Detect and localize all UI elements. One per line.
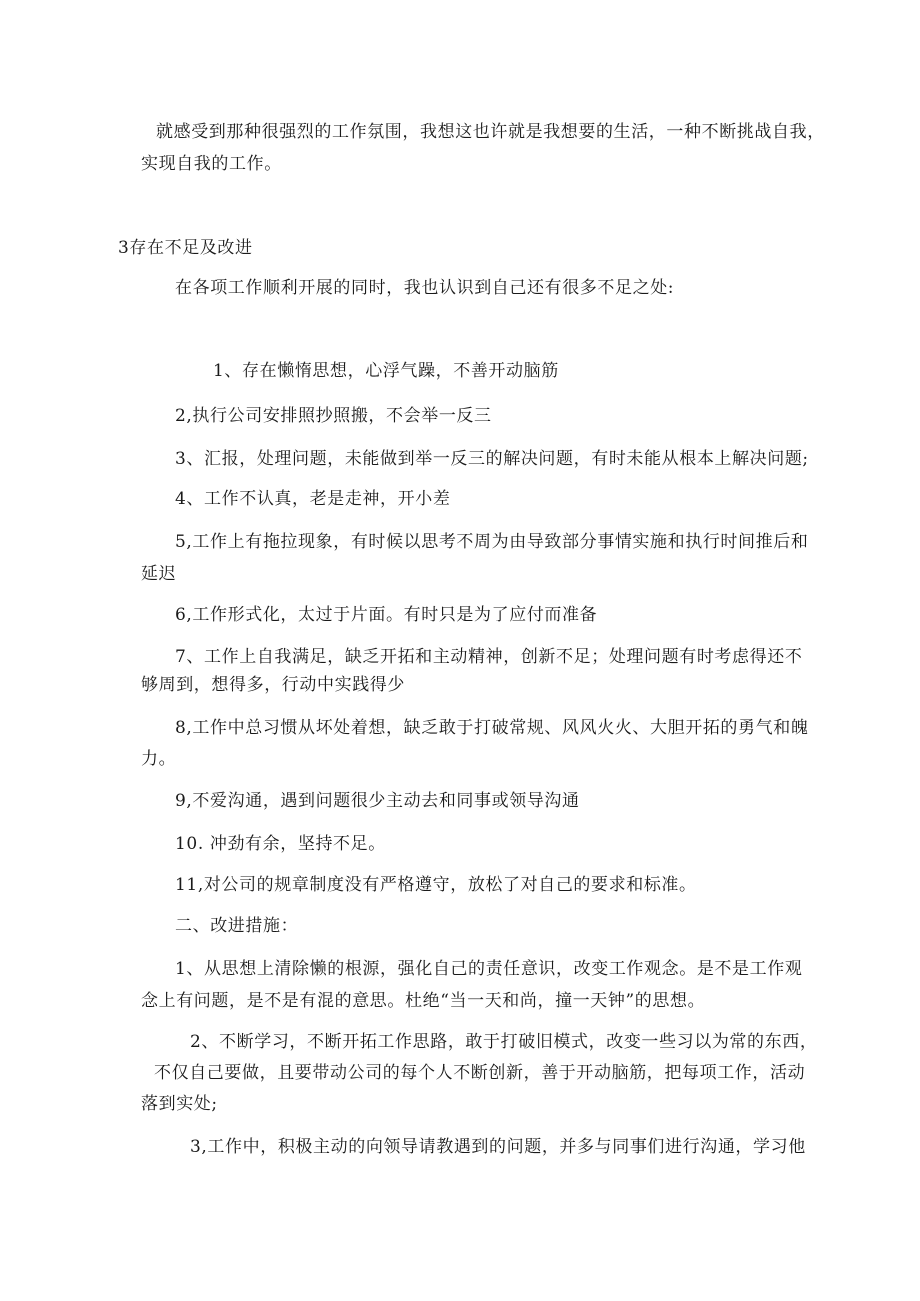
shortcoming-item-6: 6,工作形式化，太过于片面。有时只是为了应付而准备 [175, 605, 598, 625]
intro-line-2: 实现自我的工作。 [141, 154, 282, 174]
shortcoming-item-5: 5,工作上有拖拉现象，有时候以思考不周为由导致部分事情实施和执行时间推后和 [175, 532, 809, 552]
shortcoming-item-4: 4、工作不认真，老是走神，开小差 [175, 489, 451, 509]
shortcoming-item-10: 10. 冲劲有余，坚持不足。 [175, 834, 386, 854]
improvement-item-1-cont: 念上有问题，是不是有混的意思。杜绝“当一天和尚，撞一天钟”的思想。 [141, 991, 706, 1011]
shortcoming-item-1: 1、存在懒惰思想，心浮气躁，不善开动脑筋 [213, 361, 559, 381]
section-lead: 在各项工作顺利开展的同时，我也认识到自己还有很多不足之处: [175, 278, 675, 298]
shortcoming-item-7: 7、工作上自我满足，缺乏开拓和主动精神，创新不足；处理问题有时考虑得还不 [175, 647, 803, 667]
improvement-item-1: 1、从思想上清除懒的根源，强化自己的责任意识，改变工作观念。是不是工作观 [175, 959, 803, 979]
improvement-item-3: 3,工作中，积极主动的向领导请教遇到的问题，并多与同事们进行沟通，学习他 [190, 1137, 806, 1157]
shortcoming-item-7-cont: 够周到，想得多，行动中实践得少 [141, 675, 405, 695]
shortcoming-item-2: 2,执行公司安排照抄照搬，不会举一反三 [175, 406, 492, 426]
shortcoming-item-11: 11,对公司的规章制度没有严格遵守，放松了对自己的要求和标准。 [175, 875, 697, 895]
shortcoming-item-8: 8,工作中总习惯从坏处着想，缺乏敢于打破常规、风风火火、大胆开拓的勇气和魄 [175, 718, 809, 738]
improvement-item-2: 2、不断学习，不断开拓工作思路，敢于打破旧模式，改变一些习以为常的东西， [190, 1032, 818, 1052]
improvement-item-2-cont2: 落到实处; [141, 1094, 218, 1114]
shortcoming-item-9: 9,不爱沟通，遇到问题很少主动去和同事或领导沟通 [175, 791, 580, 811]
improvements-heading: 二、改进措施： [175, 916, 299, 936]
intro-line-1: 就感受到那种很强烈的工作氛围，我想这也许就是我想要的生活，一种不断挑战自我， [156, 122, 825, 142]
shortcoming-item-5-cont: 延迟 [141, 564, 177, 584]
shortcoming-item-3: 3、汇报，处理问题，未能做到举一反三的解决问题，有时未能从根本上解决问题; [175, 449, 809, 469]
shortcoming-item-8-cont: 力。 [141, 749, 177, 769]
section-heading: 3存在不足及改进 [118, 238, 253, 258]
improvement-item-2-cont: 不仅自己要做，且要带动公司的每个人不断创新，善于开动脑筋，把每项工作，活动 [154, 1063, 806, 1083]
